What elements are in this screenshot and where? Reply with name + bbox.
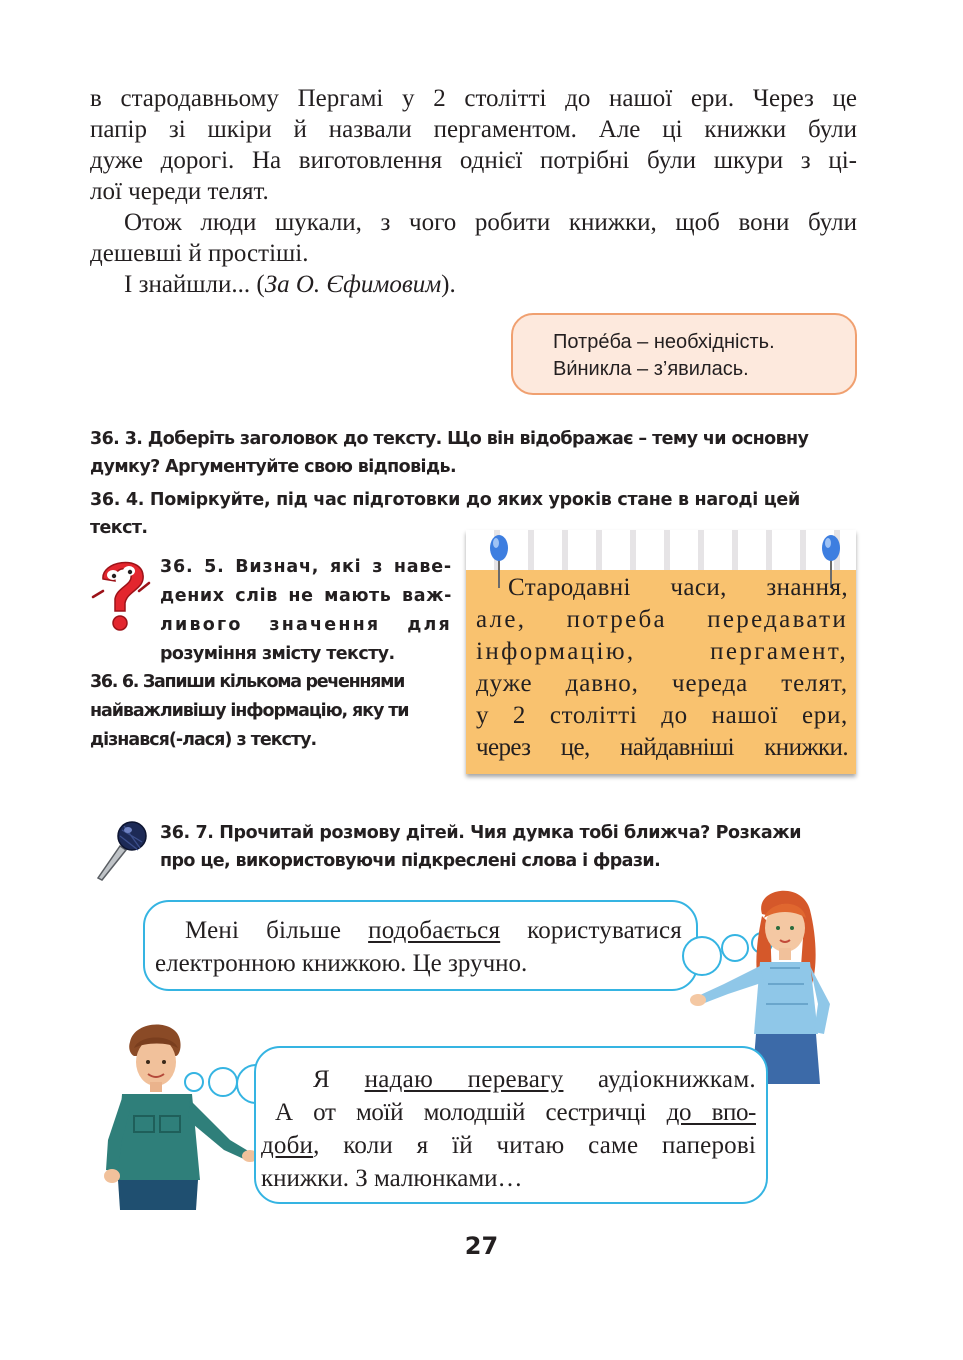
task-36-4: 36. 4. Поміркуйте, під час підготовки до яких уроків стане в нагоді цей текст. — [90, 490, 800, 538]
boy-speech-line: доби, коли я їй читаю саме паперові — [261, 1132, 756, 1159]
task-36-3: 36. 3. Доберіть заголовок до тексту. Що він відображає – тему чи основну думку? Аргументуйте свою відповідь. — [90, 429, 809, 477]
story-line: папір зі шкіри й назвали пергаментом. Але ці книжки були — [90, 116, 857, 143]
story-line: Отож люди шукали, з чого робити книжки, щоб вони були — [124, 209, 857, 236]
boy-speech-line: А от моїй молодшій сестричці до впо- — [275, 1099, 756, 1126]
boy-speech-line: Я надаю перевагу аудіокнижкам. — [313, 1066, 756, 1093]
thought-circle — [208, 1067, 238, 1097]
board-line: Стародавні часи, знання, — [508, 574, 848, 601]
story-source-line: І знайшли... (За О. Єфимовим). — [124, 271, 456, 298]
girl-speech-line: електронною книжкою. Це зручно. — [155, 950, 528, 977]
question-mark-icon — [89, 553, 155, 635]
boy-speech-bubble — [254, 1046, 768, 1204]
boy-speech-line: книжки. З малюнками… — [261, 1165, 523, 1192]
vocabulary-line: Потре́ба – необхідність. — [553, 331, 775, 353]
underlined-phrase: до впо- — [666, 1099, 756, 1126]
girl-speech-bubble — [143, 900, 698, 991]
microphone-icon — [94, 820, 150, 882]
board-line: але, потреба передавати — [476, 606, 848, 633]
girl-speech-line: Мені більше подобається користуватися — [185, 917, 682, 944]
underlined-phrase: доби — [261, 1132, 314, 1159]
story-text — [90, 83, 857, 300]
story-line: дешевші й простіші. — [90, 240, 309, 267]
board-line: через це, найдавніші книжки. — [476, 734, 848, 761]
board-line: інформацію, пергамент, — [476, 638, 848, 665]
task-36-6: 36. 6. Запиши кількома реченнями найважливішу інформацію, яку ти дізнався(-лася) з тексту. — [90, 672, 409, 750]
vocabulary-note — [511, 313, 857, 395]
task-36-5: 36. 5. Визнач, які з наве- дених слів не мають важ- ливого значення для розуміння змісту тексту. — [160, 557, 452, 664]
story-line: дуже дорогі. На виготовлення однієї потрібні були шкури з ці- — [90, 147, 857, 174]
board-line: дуже давно, череда телят, — [476, 670, 848, 697]
board-word-list — [476, 572, 848, 764]
underlined-phrase: надаю перевагу — [364, 1066, 564, 1093]
story-line: лої череди телят. — [90, 178, 269, 205]
boy-illustration — [100, 1020, 260, 1210]
word-board — [466, 530, 856, 774]
underlined-phrase: подобається — [368, 917, 501, 944]
vocabulary-line: Ви́никла – з’явилась. — [553, 358, 749, 380]
page-number: 27 — [464, 1232, 499, 1260]
task-36-7: 36. 7. Прочитай розмову дітей. Чия думка тобі ближча? Розкажи про це, використовуючи підкреслені слова і фрази. — [160, 823, 802, 871]
thought-circle — [184, 1072, 204, 1092]
story-source-author: За О. Єфимовим — [264, 271, 442, 298]
board-header-strip — [466, 530, 856, 570]
story-line: в стародавньому Пергамі у 2 столітті до нашої ери. Через це — [90, 85, 857, 112]
board-line: у 2 столітті до нашої ери, — [476, 702, 848, 729]
